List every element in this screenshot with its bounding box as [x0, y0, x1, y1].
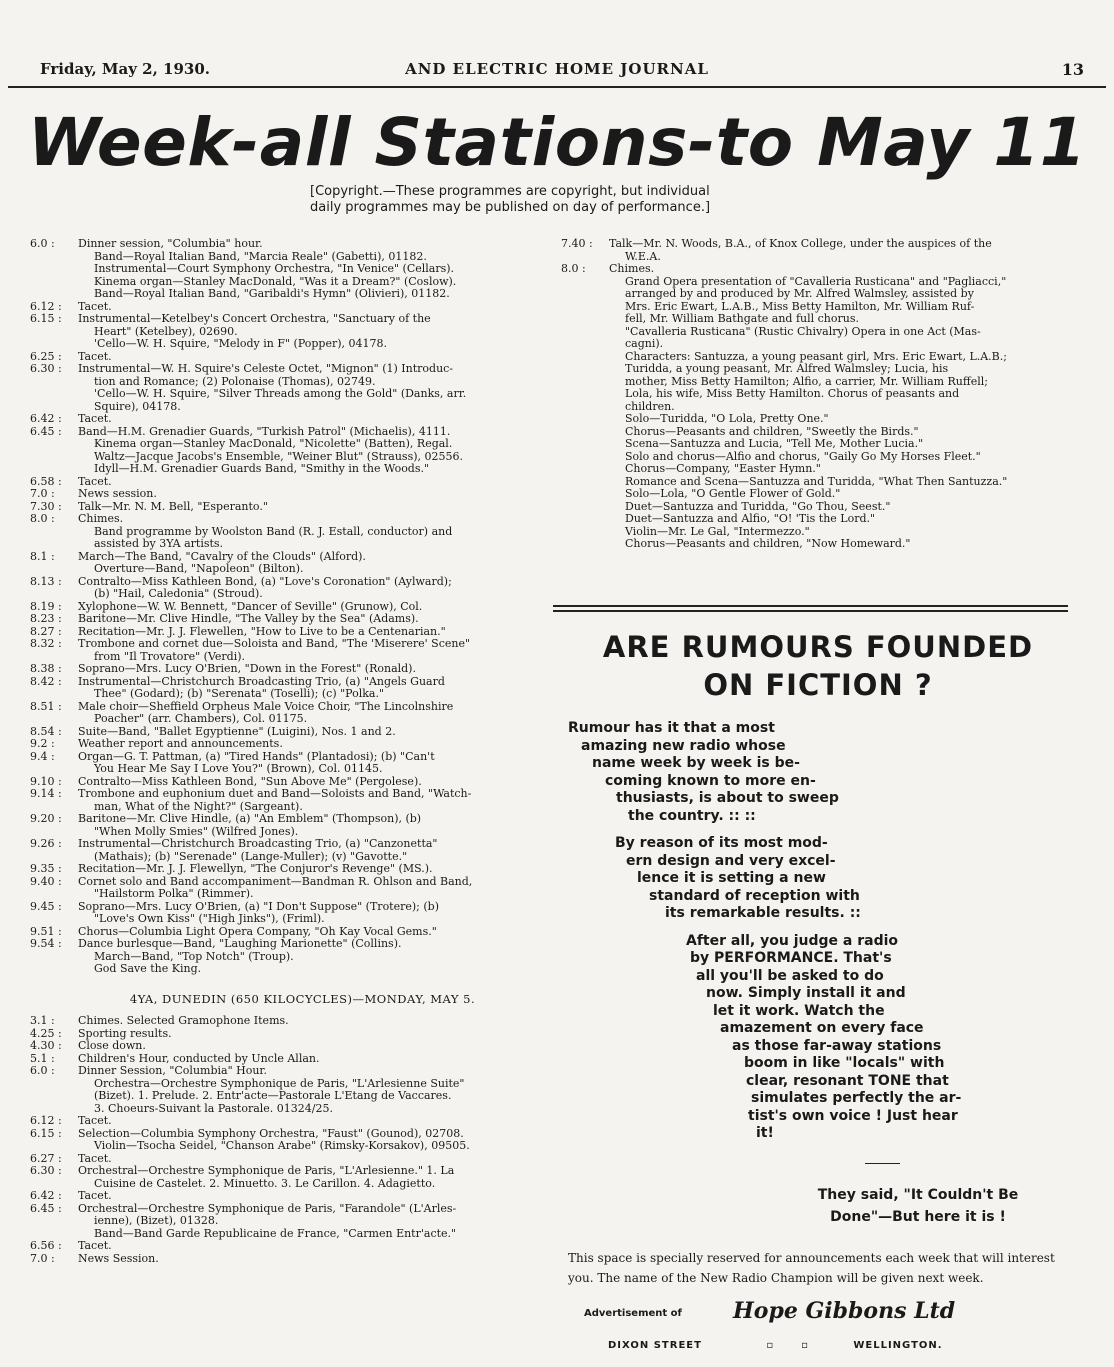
programme-line: Suite—Band, "Ballet Egyptienne" (Luigini), Nos. 1 and 2.: [78, 724, 396, 738]
programme-line: "When Molly Smies" (Wilfred Jones).: [94, 824, 299, 838]
programme-time: 8.19 :: [30, 599, 62, 613]
programme-line: Band—Royal Italian Band, "Marcia Reale" (Gabetti), 01182.: [94, 249, 427, 263]
programme-time: 6.12 :: [30, 299, 62, 313]
header-rule: [8, 86, 1106, 88]
programme-line: Weather report and announcements.: [78, 737, 283, 750]
programme-details: [78, 638, 555, 663]
programme-details: [78, 1190, 555, 1203]
programme-line: Tacet.: [78, 299, 112, 313]
programme-line: News session.: [78, 487, 157, 500]
ad-body-line: simulates perfectly the ar-: [751, 1090, 962, 1106]
programme-line: March—Band, "Top Notch" (Troup).: [94, 949, 294, 963]
programme-details: [78, 676, 555, 701]
programme-entry: [30, 738, 555, 751]
programme-entry: [561, 263, 1066, 551]
ad-headline-line: ON FICTION ?: [703, 668, 933, 702]
programme-time: 6.27 :: [30, 1151, 62, 1165]
programme-line: ienne), (Bizet), 01328.: [94, 1214, 219, 1227]
programme-line: (b) "Hail, Caledonia" (Stroud).: [94, 587, 263, 600]
programme-line: Duet—Santuzza and Turidda, "Go Thou, Seest.": [625, 499, 891, 513]
programme-time: 8.0 :: [30, 512, 55, 525]
programme-entry: [30, 876, 555, 901]
programme-line: Grand Opera presentation of "Cavalleria Rusticana" and "Pagliacci,": [625, 274, 1007, 288]
programme-line: Chorus—Peasants and children, "Now Homeward.": [625, 537, 911, 550]
programme-line: Instrumental—Ketelbey's Concert Orchestra, "Sanctuary of the: [78, 312, 431, 325]
programme-entry: [30, 1240, 555, 1253]
programme-line: Overture—Band, "Napoleon" (Bilton).: [94, 562, 304, 575]
ad-body-line: ern design and very excel-: [626, 852, 836, 869]
programme-line: News Session.: [78, 1251, 159, 1265]
programme-line: mother, Miss Betty Hamilton; Alfio, a carrier, Mr. William Ruffell;: [625, 374, 988, 388]
journal-title: AND ELECTRIC HOME JOURNAL: [405, 60, 709, 78]
ad-body-line: it!: [756, 1125, 774, 1141]
programme-line: Mrs. Eric Ewart, L.A.B., Miss Betty Hamilton, Mr. William Ruf-: [625, 299, 975, 313]
programme-time: 4.25 :: [30, 1026, 62, 1040]
programme-line: Recitation—Mr. J. J. Flewellyn, "The Conjuror's Revenge" (MS.).: [78, 862, 433, 875]
ad-body-line: its remarkable results. ::: [665, 905, 861, 921]
programme-time: 8.38 :: [30, 662, 62, 675]
programme-details: [78, 701, 555, 726]
programme-entry: [30, 413, 555, 426]
programme-line: March—The Band, "Cavalry of the Clouds" (Alford).: [78, 549, 366, 563]
programme-line: Band—H.M. Grenadier Guards, "Turkish Patrol" (Michaelis), 4111.: [78, 424, 451, 438]
ad-body-line: as those far-away stations: [732, 1037, 942, 1054]
page-header: [30, 58, 1084, 80]
ad-tagline: [568, 1184, 1068, 1228]
programme-line: Dinner session, "Columbia" hour.: [78, 237, 263, 250]
programme-line: Contralto—Miss Kathleen Bond, (a) "Love's Coronation" (Aylward);: [78, 574, 452, 588]
programme-list: [30, 238, 555, 976]
ad-body-line: tist's own voice ! Just hear: [748, 1107, 958, 1124]
programme-time: 8.42 :: [30, 674, 62, 688]
programme-details: [78, 876, 555, 901]
programme-entry: [30, 813, 555, 838]
programme-line: Idyll—H.M. Grenadier Guards Band, "Smithy in the Woods.": [94, 462, 430, 475]
programme-line: Talk—Mr. N. Woods, B.A., of Knox College, under the auspices of the: [609, 237, 992, 250]
programme-details: [78, 413, 555, 426]
programme-line: Solo—Turidda, "O Lola, Pretty One.": [625, 412, 829, 425]
programme-entry: [30, 901, 555, 926]
programme-time: 7.40 :: [561, 237, 593, 250]
programme-entry: [30, 1203, 555, 1241]
programme-time: 6.0 :: [30, 237, 55, 250]
programme-entry: [30, 788, 555, 813]
programme-line: Characters: Santuzza, a young peasant girl, Mrs. Eric Ewart, L.A.B.;: [625, 349, 1007, 363]
programme-entry: [30, 313, 555, 351]
ad-tagline-line: They said, "It Couldn't Be: [817, 1186, 1019, 1203]
programme-line: Talk—Mr. N. M. Bell, "Esperanto.": [78, 499, 268, 513]
programme-time: 8.0 :: [561, 262, 586, 275]
programme-line: Male choir—Sheffield Orpheus Male Voice Choir, "The Lincolnshire: [78, 699, 454, 713]
programme-details: [78, 1165, 555, 1190]
ad-tagline-line: Done"—But here it is !: [830, 1208, 1006, 1225]
ad-body-line: boom in like "locals" with: [744, 1055, 945, 1071]
programme-line: Soprano—Mrs. Lucy O'Brien, "Down in the Forest" (Ronald).: [78, 662, 416, 675]
programme-line: children.: [625, 399, 675, 413]
programme-line: You Hear Me Say I Love You?" (Brown), Col. 01145.: [94, 762, 383, 775]
programme-entry: [30, 426, 555, 476]
programme-details: [78, 901, 555, 926]
ad-body-line: amazing new radio whose: [581, 737, 786, 754]
programme-line: Sporting results.: [78, 1026, 172, 1040]
ad-body-line: lence it is setting a new: [637, 870, 826, 886]
programme-line: from "Il Trovatore" (Verdi).: [94, 649, 245, 663]
programme-line: Trombone and euphonium duet and Band—Soloists and Band, "Watch-: [78, 787, 472, 800]
programme-time: 9.35 :: [30, 862, 62, 875]
section-divider: [553, 605, 1068, 607]
ad-body-line: let it work. Watch the: [713, 1002, 885, 1019]
programme-time: 6.30 :: [30, 362, 62, 375]
programme-line: Squire), 04178.: [94, 399, 181, 413]
programme-time: 5.1 :: [30, 1051, 55, 1065]
programme-details: [78, 863, 555, 876]
programme-line: Baritone—Mr. Clive Hindle, "The Valley by the Sea" (Adams).: [78, 612, 419, 625]
programme-line: Turidda, a young peasant, Mr. Alfred Walmsley; Lucia, his: [625, 362, 949, 375]
programme-details: [78, 501, 555, 514]
programme-entry: [30, 638, 555, 663]
section-divider: [553, 610, 1068, 612]
programme-line: Trombone and cornet due—Soloista and Band, "The 'Miserere' Scene": [78, 637, 471, 650]
ad-body-line: coming known to more en-: [605, 772, 816, 789]
programme-time: 7.30 :: [30, 499, 62, 513]
programme-entry: [30, 238, 555, 301]
programme-line: Close down.: [78, 1039, 146, 1052]
ad-body-line: name week by week is be-: [592, 755, 800, 771]
address-city: WELLINGTON.: [853, 1339, 943, 1351]
programme-time: 9.10 :: [30, 774, 62, 788]
ad-body-line: amazement on every face: [720, 1020, 924, 1036]
programme-entry: [30, 1190, 555, 1203]
programme-line: Band programme by Woolston Band (R. J. Estall, conductor) and: [94, 524, 453, 538]
programme-details: [78, 238, 555, 301]
programme-time: 6.58 :: [30, 474, 62, 488]
programme-entry: [30, 1015, 555, 1028]
programme-line: arranged by and produced by Mr. Alfred Walmsley, assisted by: [625, 287, 974, 300]
programme-line: Cornet solo and Band accompaniment—Bandman R. Ohlson and Band,: [78, 874, 473, 888]
programme-line: W.E.A.: [625, 249, 661, 263]
address-street: DIXON STREET: [608, 1339, 702, 1351]
programme-line: (Bizet). 1. Prelude. 2. Entr'acte—Pastorale L'Etang de Vaccares.: [94, 1089, 452, 1102]
programme-details: [78, 838, 555, 863]
copyright-line: daily programmes may be published on day of performance.]: [310, 200, 711, 215]
company-logo: Hope Gibbons Ltd: [733, 1297, 956, 1324]
programme-entry: [30, 701, 555, 726]
programme-details: [78, 1115, 555, 1128]
programme-time: 8.1 :: [30, 549, 55, 563]
programme-line: Tacet.: [78, 1239, 112, 1252]
programme-entry: [30, 751, 555, 776]
programme-details: [78, 788, 555, 813]
programme-line: Children's Hour, conducted by Uncle Allan.: [78, 1051, 320, 1065]
programme-entry: [561, 238, 1066, 263]
programme-time: 6.12 :: [30, 1114, 62, 1127]
programme-line: 'Cello—W. H. Squire, "Melody in F" (Popper), 04178.: [94, 337, 388, 350]
programme-details: [78, 1040, 555, 1053]
programme-details: [78, 1240, 555, 1253]
programme-line: Chimes.: [609, 262, 655, 275]
programme-line: Lola, his wife, Miss Betty Hamilton. Chorus of peasants and: [625, 387, 960, 400]
programme-time: 9.51 :: [30, 924, 62, 938]
programme-line: Solo and chorus—Alfio and chorus, "Gaily Go My Horses Fleet.": [625, 449, 981, 463]
programme-line: man, What of the Night?" (Sargeant).: [94, 799, 303, 813]
programme-line: "Hailstorm Polka" (Rimmer).: [94, 887, 254, 900]
programme-line: Cuisine de Castelet. 2. Minuetto. 3. Le Carillon. 4. Adagietto.: [94, 1176, 436, 1190]
programme-time: 4.30 :: [30, 1039, 62, 1052]
programme-time: 8.27 :: [30, 624, 62, 638]
programme-line: Instrumental—W. H. Squire's Celeste Octet, "Mignon" (1) Introduc-: [78, 362, 454, 375]
programme-entry: [30, 1165, 555, 1190]
programme-details: [78, 551, 555, 576]
programme-line: Violin—Mr. Le Gal, "Intermezzo.": [625, 524, 810, 538]
ad-body-line: all you'll be asked to do: [696, 967, 884, 984]
left-programme-column: [30, 238, 555, 1265]
page-number: 13: [1061, 60, 1084, 79]
ad-body-line: thusiasts, is about to sweep: [616, 790, 839, 806]
programme-entry: [30, 676, 555, 701]
programme-time: 9.45 :: [30, 899, 62, 913]
programme-line: Orchestra—Orchestre Symphonique de Paris, "L'Arlesienne Suite": [94, 1076, 465, 1090]
programme-line: Kinema organ—Stanley MacDonald, "Nicolette" (Batten), Regal.: [94, 437, 453, 450]
programme-line: Band—Royal Italian Band, "Garibaldi's Hymn" (Olivieri), 01182.: [94, 287, 450, 300]
programme-line: Organ—G. T. Pattman, (a) "Tired Hands" (Plantadosi); (b) "Can't: [78, 749, 435, 763]
ad-body-line: clear, resonant TONE that: [746, 1072, 949, 1089]
programme-entry: [30, 576, 555, 601]
programme-entry: [30, 488, 555, 501]
ad-body-line: Rumour has it that a most: [568, 720, 775, 736]
programme-line: Tacet.: [78, 474, 112, 488]
programme-line: Romance and Scena—Santuzza and Turidda, "What Then Santuzza.": [625, 474, 1008, 488]
programme-details: [78, 1015, 555, 1028]
programme-line: Recitation—Mr. J. J. Flewellen, "How to Live to be a Centenarian.": [78, 624, 446, 638]
programme-line: Poacher" (arr. Chambers), Col. 01175.: [94, 712, 308, 725]
programme-time: 6.15 :: [30, 312, 62, 325]
page-title: Week-all Stations-to May 11: [27, 104, 1087, 181]
programme-entry: [30, 1253, 555, 1266]
programme-line: Heart" (Ketelbey), 02690.: [94, 324, 238, 338]
programme-details: [78, 1203, 555, 1241]
programme-line: Tacet.: [78, 1189, 112, 1202]
programme-details: [78, 1028, 555, 1041]
programme-line: Tacet.: [78, 1151, 112, 1165]
programme-time: 6.56 :: [30, 1239, 62, 1252]
programme-line: Instrumental—Court Symphony Orchestra, "In Venice" (Cellars).: [94, 262, 455, 275]
ad-body-line: by PERFORMANCE. That's: [690, 950, 892, 966]
programme-entry: [30, 863, 555, 876]
ad-body-line: now. Simply install it and: [706, 985, 906, 1001]
programme-entry: [30, 613, 555, 626]
programme-details: [609, 238, 1066, 263]
advertisement: [568, 628, 1068, 1351]
programme-time: 9.14 :: [30, 787, 62, 800]
ad-address: [568, 1340, 1068, 1351]
programme-line: Chorus—Company, "Easter Hymn.": [625, 462, 821, 475]
programme-line: God Save the King.: [94, 962, 202, 975]
programme-time: 8.23 :: [30, 612, 62, 625]
programme-time: 9.20 :: [30, 812, 62, 825]
programme-line: Kinema organ—Stanley MacDonald, "Was it a Dream?" (Coslow).: [94, 274, 457, 288]
right-programme-column: [561, 238, 1066, 551]
programme-time: 6.30 :: [30, 1164, 62, 1177]
programme-time: 3.1 :: [30, 1014, 55, 1027]
programme-line: Soprano—Mrs. Lucy O'Brien, (a) "I Don't Suppose" (Trotere); (b): [78, 899, 440, 913]
programme-line: Scena—Santuzza and Lucia, "Tell Me, Mother Lucia.": [625, 437, 924, 450]
programme-line: Band—Band Garde Republicaine de France, "Carmen Entr'acte.": [94, 1226, 457, 1240]
programme-details: [78, 313, 555, 351]
programme-line: fell, Mr. William Bathgate and full chorus.: [625, 312, 859, 325]
programme-time: 9.26 :: [30, 837, 62, 850]
copyright-line: [Copyright.—These programmes are copyright, but individual: [310, 184, 710, 199]
programme-details: [78, 613, 555, 626]
address-separator: ▫ ▫: [766, 1339, 809, 1351]
ad-body-line: the country. :: ::: [628, 807, 756, 824]
programme-details: [78, 751, 555, 776]
programme-line: Solo—Lola, "O Gentle Flower of Gold.": [625, 487, 841, 500]
programme-details: [78, 488, 555, 501]
programme-list: [561, 238, 1066, 551]
ad-headline: [568, 628, 1068, 704]
programme-line: (Mathais); (b) "Serenade" (Lange-Muller); (v) "Gavotte.": [94, 849, 408, 863]
programme-details: [78, 738, 555, 751]
programme-time: 9.2 :: [30, 737, 55, 750]
programme-details: [78, 513, 555, 551]
programme-line: Orchestral—Orchestre Symphonique de Paris, "L'Arlesienne." 1. La: [78, 1164, 455, 1177]
programme-line: 'Cello—W. H. Squire, "Silver Threads among the Gold" (Danks, arr.: [94, 387, 467, 400]
ad-note: This space is specially reserved for announcements each week that will interest you. The name of the New Radio Champion will be given next week.: [568, 1250, 1055, 1285]
programme-time: 8.32 :: [30, 637, 62, 650]
programme-line: Chimes. Selected Gramophone Items.: [78, 1014, 289, 1027]
ad-body-line: By reason of its most mod-: [615, 835, 828, 851]
programme-line: "Love's Own Kiss" ("High Jinks"), (Friml).: [94, 912, 325, 925]
programme-time: 6.25 :: [30, 349, 62, 363]
programme-details: [78, 813, 555, 838]
programme-line: Dance burlesque—Band, "Laughing Marionette" (Collins).: [78, 937, 402, 950]
copyright-notice: [310, 184, 810, 216]
programme-line: Tacet.: [78, 412, 112, 425]
programme-line: Dinner Session, "Columbia" Hour.: [78, 1064, 267, 1077]
programme-line: Violin—Tsocha Seidel, "Chanson Arabe" (Rimsky-Korsakov), 09505.: [94, 1139, 470, 1152]
programme-line: Baritone—Mr. Clive Hindle, (a) "An Emblem" (Thompson), (b): [78, 812, 422, 825]
programme-line: cagni).: [625, 337, 664, 350]
programme-details: [78, 663, 555, 676]
programme-time: 6.42 :: [30, 412, 62, 425]
programme-line: 3. Choeurs-Suivant la Pastorale. 01324/25.: [94, 1101, 333, 1115]
programme-time: 6.0 :: [30, 1064, 55, 1077]
programme-entry: [30, 363, 555, 413]
programme-line: Thee" (Godard); (b) "Serenata" (Toselli); (c) "Polka.": [94, 687, 385, 700]
programme-line: "Cavalleria Rusticana" (Rustic Chivalry) Opera in one Act (Mas-: [625, 324, 981, 338]
programme-details: [78, 1128, 555, 1153]
programme-line: Selection—Columbia Symphony Orchestra, "Faust" (Gounod), 02708.: [78, 1126, 464, 1140]
programme-entry: [30, 1128, 555, 1153]
programme-details: [78, 1253, 555, 1266]
programme-list: [30, 1015, 555, 1265]
programme-line: Chimes.: [78, 512, 124, 525]
programme-details: [78, 938, 555, 976]
programme-entry: [30, 1065, 555, 1115]
programme-line: Contralto—Miss Kathleen Bond, "Sun Above Me" (Pergolese).: [78, 774, 422, 788]
programme-time: 7.0 :: [30, 487, 55, 500]
programme-time: 6.45 :: [30, 1201, 62, 1215]
programme-line: Waltz—Jacque Jacobs's Ensemble, "Weiner Blut" (Strauss), 02556.: [94, 449, 463, 463]
programme-line: Instrumental—Christchurch Broadcasting Trio, (a) "Canzonetta": [78, 837, 438, 850]
programme-time: 9.54 :: [30, 937, 62, 950]
programme-details: [78, 1065, 555, 1115]
programme-line: Duet—Santuzza and Alfio, "O! 'Tis the Lord.": [625, 512, 876, 525]
programme-line: assisted by 3YA artists.: [94, 537, 224, 550]
programme-entry: [30, 513, 555, 551]
programme-line: Chorus—Columbia Light Opera Company, "Oh Kay Vocal Gems.": [78, 924, 437, 938]
programme-entry: [30, 551, 555, 576]
programme-entry: [30, 663, 555, 676]
ad-signature: [568, 1298, 1068, 1328]
ad-body-line: After all, you judge a radio: [686, 932, 899, 949]
programme-time: 8.51 :: [30, 699, 62, 713]
signature-label: Advertisement of: [584, 1307, 682, 1319]
programme-line: Orchestral—Orchestre Symphonique de Paris, "Farandole" (L'Arles-: [78, 1201, 457, 1215]
programme-details: [78, 426, 555, 476]
ad-divider: [865, 1163, 900, 1164]
programme-time: 6.45 :: [30, 424, 62, 438]
programme-time: 7.0 :: [30, 1251, 55, 1265]
programme-line: Tacet.: [78, 349, 112, 363]
programme-line: Tacet.: [78, 1114, 112, 1127]
programme-line: Xylophone—W. W. Bennett, "Dancer of Seville" (Grunow), Col.: [78, 599, 423, 613]
ad-body-line: standard of reception with: [649, 887, 860, 904]
issue-date: Friday, May 2, 1930.: [40, 60, 211, 78]
programme-time: 8.13 :: [30, 574, 62, 588]
programme-time: 9.40 :: [30, 874, 62, 888]
programme-time: 9.4 :: [30, 749, 55, 763]
programme-entry: [30, 838, 555, 863]
programme-details: [78, 576, 555, 601]
programme-time: 8.54 :: [30, 724, 62, 738]
programme-details: [609, 263, 1066, 551]
station-heading: 4YA, DUNEDIN (650 KILOCYCLES)—MONDAY, MAY 5.: [129, 991, 476, 1006]
programme-time: 6.42 :: [30, 1189, 62, 1202]
programme-line: Chorus—Peasants and children, "Sweetly the Birds.": [625, 424, 919, 438]
ad-headline-line: ARE RUMOURS FOUNDED: [602, 630, 1034, 664]
programme-entry: [30, 1115, 555, 1128]
ad-body: [568, 720, 1068, 1143]
programme-line: tion and Romance; (2) Polonaise (Thomas), 02749.: [94, 374, 376, 388]
programme-entry: [30, 938, 555, 976]
programme-details: [78, 363, 555, 413]
programme-line: Instrumental—Christchurch Broadcasting Trio, (a) "Angels Guard: [78, 674, 445, 688]
programme-time: 6.15 :: [30, 1126, 62, 1140]
programme-entry: [30, 1040, 555, 1053]
